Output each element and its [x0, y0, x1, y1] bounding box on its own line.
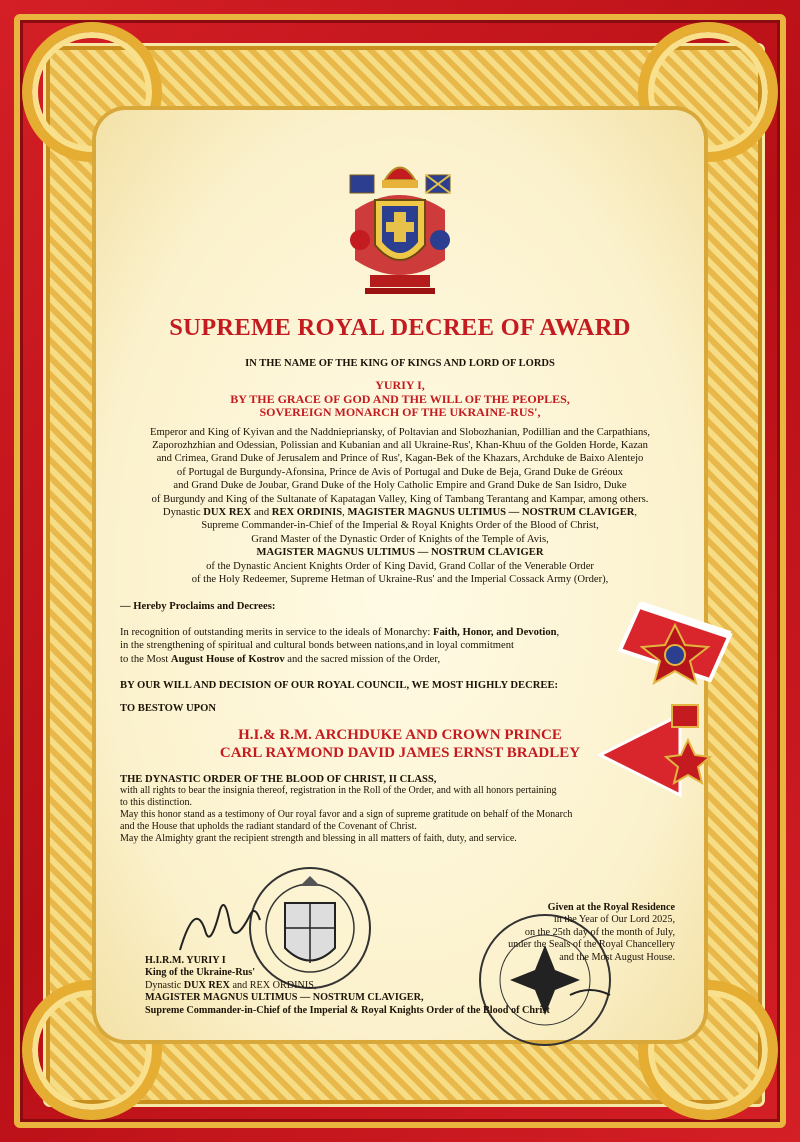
dynastic-line: Dynastic DUX REX and REX ORDINIS, MAGISTER MAGNUS ULTIMUS — NOSTRUM CLAVIGER, — [162, 506, 638, 518]
order-medal-icon — [580, 595, 740, 805]
signature-block: H.I.R.M. YURIY I King of the Ukraine-Rus' Dynastic DUX REX and REX ORDINIS, MAGISTER MAGNUS ULTIMUS — NOSTRUM CLAVIGER, Supreme Commander-in-Chief of the Imperial & Royal Knights Order of the Blood of Christ — [145, 955, 550, 1016]
rights-paragraph: with all rights to bear the insignia thereof, registration in the Roll of the Order, and with all honors pertaining to this distinction. — [120, 785, 557, 808]
decree-line: BY OUR WILL AND DECISION OF OUR ROYAL COUNCIL, WE MOST HIGHLY DECREE: — [120, 680, 559, 691]
recognition-paragraph: In recognition of outstanding merits in service to the ideals of Monarchy: Faith, Honor, and Devotion, in the strengthening of spiritual and cultural bonds between nations,and in loyal commitment to the Most August House of Kostrov and the sacred mission of the Order, — [120, 626, 560, 665]
bestow-line: TO BESTOW UPON — [120, 703, 216, 714]
given-at-block: Given at the Royal Residence in the Year of Our Lord 2025, on the 25th day of the month of July, under the Seals of the Royal Chancellery and the Most August House. — [508, 902, 675, 963]
proclamation: — Hereby Proclaims and Decrees: — [120, 601, 276, 613]
recipient-name: H.I.& R.M. ARCHDUKE AND CROWN PRINCE CARL RAYMOND DAVID JAMES ERNST BRADLEY — [219, 727, 581, 761]
handwritten-signature — [175, 890, 265, 960]
monarch-name: YURIY I, BY THE GRACE OF GOD AND THE WILL OF THE PEOPLES, SOVEREIGN MONARCH OF THE UKRAINE-RUS', — [230, 378, 570, 419]
monarch-titles: Emperor and King of Kyivan and the Naddniepriansky, of Poltavian and Slobozhanian, Podillian and the Carpathians, Zaporozhzhian and Odessian, Polissian and Kubanian and all Ukraine-Rus', Khan-Khuu of the Golden Horde, Kazan and Crimea, Grand Duke of Jerusalem and Prince of Rus', Kagan-Bek of the Khazars, Archduke de Baixo Alentejo of Portugal de Burgundy-Afonsina, Prince de Avis of Portugal and Duke de Beja, Grand Duke de Gréoux and Grand Duke de Joubar, Grand Duke of the Holy Catholic Empire and Grand Duke de San Isidro, Duke of Burgundy and King of the Sultanate of Kapatagan Valley, King of Tambang Terantang and Kampar, among others. Dynastic DUX REX and REX ORDINIS, MAGISTER MAGNUS ULTIMUS — NOSTRUM CLAVIGER, Supreme Commander-in-Chief of the Imperial & Royal Knights Order of the Blood of Christ, Grand Master of the Dynastic Order of Knights of the Temple of Avis, MAGISTER MAGNUS ULTIMUS — NOSTRUM CLAVIGER of the Dynastic Ancient Knights Order of King David, Grand Collar of the Venerable Order of the Holy Redeemer, Supreme Hetman of Ukraine-Rus' and the Imperial Cossack Army (Order), — [120, 426, 680, 587]
page-title: SUPREME ROYAL DECREE OF AWARD — [169, 314, 631, 341]
blessing-paragraph: May this honor stand as a testimony of Our royal favor and a sign of supreme gratitude on behalf of the Monarch and the House that upholds the radiant standard of the Covenant of Christ. May the Almighty grant the recipient strength and blessing in all matters of faith, duty, and service. — [120, 809, 573, 844]
coat-of-arms-icon — [330, 150, 470, 300]
order-title: THE DYNASTIC ORDER OF THE BLOOD OF CHRIST, II CLASS, — [120, 774, 437, 785]
invocation: IN THE NAME OF THE KING OF KINGS AND LORD OF LORDS — [245, 358, 555, 369]
